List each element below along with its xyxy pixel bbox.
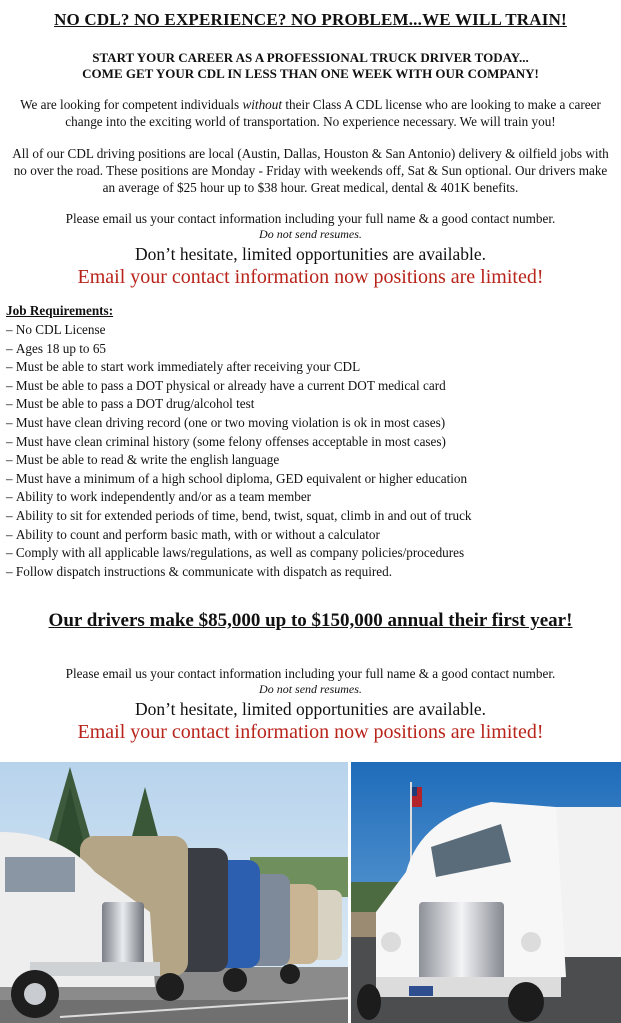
list-item: – Must be able to read & write the english language bbox=[6, 451, 615, 470]
earnings-banner: Our drivers make $85,000 up to $150,000 annual their first year! bbox=[48, 610, 573, 631]
list-item: – Ages 18 up to 65 bbox=[6, 340, 615, 359]
email-cta: Email your contact information now positions are limited! bbox=[77, 266, 544, 288]
subheadline-line-2: COME GET YOUR CDL IN LESS THAN ONE WEEK WITH OUR COMPANY! bbox=[82, 66, 539, 81]
intro-emphasis: without bbox=[242, 97, 283, 112]
list-item: – Must be able to pass a DOT drug/alcohol test bbox=[6, 395, 615, 414]
hesitate-line: Don’t hesitate, limited opportunities are available. bbox=[134, 244, 487, 264]
list-item: – Ability to count and perform basic math, with or without a calculator bbox=[6, 526, 615, 545]
truck-row-illustration bbox=[0, 762, 348, 1023]
intro-paragraph bbox=[6, 96, 615, 130]
list-item: – Must have clean criminal history (some felony offenses acceptable in most cases) bbox=[6, 433, 615, 452]
no-resumes-note: Do not send resumes. bbox=[259, 227, 362, 241]
hesitate-line: Don’t hesitate, limited opportunities are available. bbox=[134, 699, 487, 719]
contact-block-top bbox=[0, 211, 621, 289]
list-item: – Follow dispatch instructions & communicate with dispatch as required. bbox=[6, 563, 615, 582]
contact-instruction: Please email us your contact information including your full name & a good contact number. bbox=[65, 211, 556, 226]
truck-row-photo bbox=[0, 762, 348, 1023]
intro-text-start: We are looking for competent individuals bbox=[20, 97, 243, 112]
no-resumes-note: Do not send resumes. bbox=[259, 682, 362, 696]
subheadline-line-1: START YOUR CAREER AS A PROFESSIONAL TRUCK DRIVER TODAY... bbox=[92, 50, 529, 65]
list-item: – Must have clean driving record (one or two moving violation is ok in most cases) bbox=[6, 414, 615, 433]
requirements-title: Job Requirements: bbox=[6, 303, 114, 318]
list-item: – Must have a minimum of a high school diploma, GED equivalent or higher education bbox=[6, 470, 615, 489]
list-item: – Must be able to pass a DOT physical or already have a current DOT medical card bbox=[6, 377, 615, 396]
subheadline bbox=[0, 50, 621, 82]
positions-paragraph: All of our CDL driving positions are local (Austin, Dallas, Houston & San Antonio) delivery & oilfield jobs with no over the road. These positions are Monday - Friday with weekends off, Sat & Sun optional. Our drivers make an average of $25 hour up to $38 hour. Great medical, dental & 401K benefits. bbox=[12, 146, 609, 195]
white-truck-photo bbox=[351, 762, 621, 1023]
requirements-list bbox=[6, 321, 615, 581]
list-item: – Comply with all applicable laws/regulations, as well as company policies/procedures bbox=[6, 544, 615, 563]
intro-text-end: their Class A CDL license who are looking to make a career change into the exciting world of transportation. No experience necessary. We will train you! bbox=[65, 97, 601, 129]
list-item: – No CDL License bbox=[6, 321, 615, 340]
white-truck-illustration bbox=[351, 762, 621, 1023]
headline: NO CDL? NO EXPERIENCE? NO PROBLEM...WE WILL TRAIN! bbox=[54, 10, 567, 29]
contact-block-bottom bbox=[0, 666, 621, 744]
contact-instruction: Please email us your contact information including your full name & a good contact number. bbox=[65, 666, 556, 681]
list-item: – Ability to work independently and/or as a team member bbox=[6, 488, 615, 507]
email-cta: Email your contact information now positions are limited! bbox=[77, 721, 544, 743]
list-item: – Ability to sit for extended periods of time, bend, twist, squat, climb in and out of truck bbox=[6, 507, 615, 526]
list-item: – Must be able to start work immediately after receiving your CDL bbox=[6, 358, 615, 377]
